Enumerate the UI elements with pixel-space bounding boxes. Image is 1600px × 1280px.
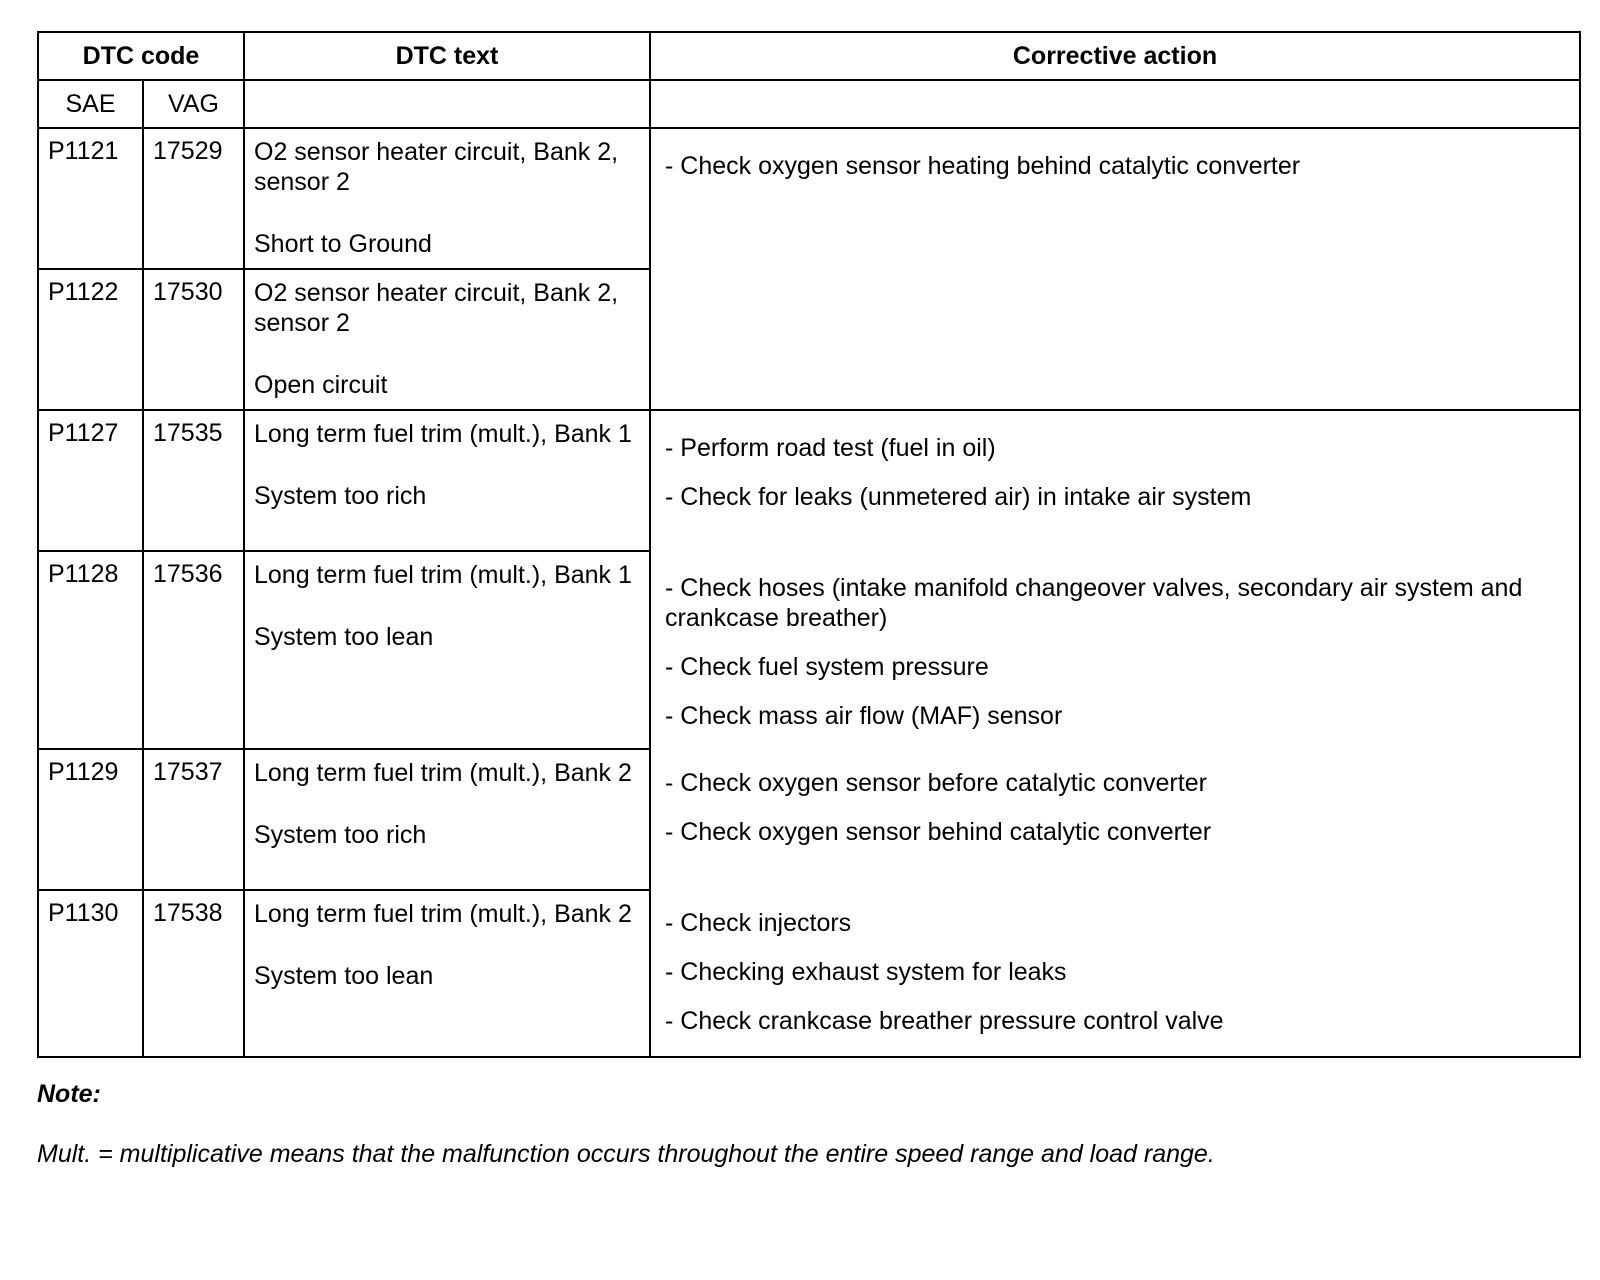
header-dtc-text: DTC text	[244, 32, 650, 80]
subheader-empty-action	[650, 80, 1580, 128]
action-item: - Check hoses (intake manifold changeover valves, secondary air system and crankcase breather)	[665, 574, 1523, 632]
corrective-action-group-2	[650, 410, 1580, 1057]
action-item: - Check for leaks (unmetered air) in intake air system	[665, 483, 1252, 511]
action-list	[665, 411, 1565, 1036]
sae-code: P1127	[38, 410, 143, 551]
dtc-description: O2 sensor heater circuit, Bank 2, sensor 2	[254, 138, 619, 196]
action-item: - Check crankcase breather pressure control valve	[665, 1007, 1224, 1035]
dtc-condition: System too rich	[254, 821, 427, 849]
action-item: - Check oxygen sensor heating behind catalytic converter	[665, 152, 1301, 180]
subheader-sae: SAE	[38, 80, 143, 128]
header-row	[38, 32, 1580, 80]
dtc-condition: System too rich	[254, 482, 427, 510]
action-item: - Check injectors	[665, 909, 852, 937]
dtc-description: Long term fuel trim (mult.), Bank 2	[254, 759, 632, 787]
dtc-condition: Short to Ground	[254, 230, 432, 258]
table-row	[38, 410, 1580, 551]
dtc-condition: Open circuit	[254, 371, 388, 399]
action-item: - Check mass air flow (MAF) sensor	[665, 702, 1063, 730]
vag-code: 17529	[143, 128, 244, 269]
vag-code: 17537	[143, 749, 244, 890]
table-row	[38, 128, 1580, 269]
dtc-description: Long term fuel trim (mult.), Bank 2	[254, 900, 632, 928]
vag-code: 17536	[143, 551, 244, 749]
dtc-text-cell	[244, 551, 650, 749]
vag-code: 17535	[143, 410, 244, 551]
sae-code: P1130	[38, 890, 143, 1057]
action-item: - Check oxygen sensor behind catalytic converter	[665, 818, 1212, 846]
dtc-text-cell	[244, 410, 650, 551]
corrective-action-group-1	[650, 128, 1580, 410]
subheader-vag: VAG	[143, 80, 244, 128]
action-item: - Check oxygen sensor before catalytic converter	[665, 769, 1207, 797]
vag-code: 17538	[143, 890, 244, 1057]
dtc-description: O2 sensor heater circuit, Bank 2, sensor 2	[254, 279, 619, 337]
dtc-description: Long term fuel trim (mult.), Bank 1	[254, 420, 632, 448]
vag-code: 17530	[143, 269, 244, 410]
subheader-empty-text	[244, 80, 650, 128]
note-text: Mult. = multiplicative means that the malfunction occurs throughout the entire speed range and load range.	[37, 1140, 1215, 1168]
subheader-row	[38, 80, 1580, 128]
action-item: - Check fuel system pressure	[665, 653, 989, 681]
header-dtc-code: DTC code	[38, 32, 244, 80]
dtc-text-cell	[244, 749, 650, 890]
dtc-condition: System too lean	[254, 623, 434, 651]
sae-code: P1121	[38, 128, 143, 269]
action-item: - Checking exhaust system for leaks	[665, 958, 1067, 986]
header-corrective-action: Corrective action	[650, 32, 1580, 80]
dtc-description: Long term fuel trim (mult.), Bank 1	[254, 561, 632, 589]
action-list	[665, 129, 1565, 181]
sae-code: P1128	[38, 551, 143, 749]
note-title: Note:	[37, 1080, 101, 1108]
dtc-text-cell	[244, 890, 650, 1057]
dtc-table	[37, 31, 1581, 1058]
action-item: - Perform road test (fuel in oil)	[665, 434, 996, 462]
sae-code: P1129	[38, 749, 143, 890]
dtc-condition: System too lean	[254, 962, 434, 990]
sae-code: P1122	[38, 269, 143, 410]
dtc-text-cell	[244, 269, 650, 410]
dtc-text-cell	[244, 128, 650, 269]
